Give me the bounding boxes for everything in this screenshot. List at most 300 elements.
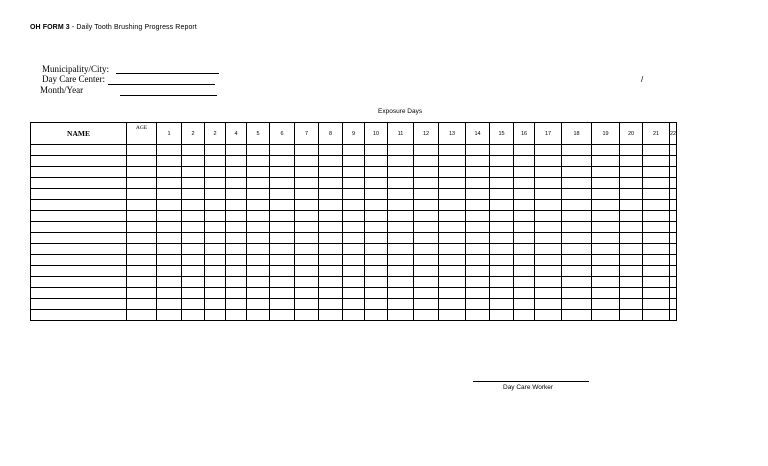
day-cell[interactable] <box>490 189 514 200</box>
age-cell[interactable] <box>127 211 157 222</box>
day-cell[interactable] <box>157 233 182 244</box>
day-cell[interactable] <box>319 288 343 299</box>
age-cell[interactable] <box>127 310 157 321</box>
day-cell[interactable] <box>670 222 677 233</box>
day-cell[interactable] <box>439 299 466 310</box>
age-cell[interactable] <box>127 288 157 299</box>
name-cell[interactable] <box>31 156 127 167</box>
day-cell[interactable] <box>343 156 365 167</box>
day-cell[interactable] <box>205 244 226 255</box>
day-cell[interactable] <box>319 178 343 189</box>
age-cell[interactable] <box>127 145 157 156</box>
day-cell[interactable] <box>343 211 365 222</box>
day-cell[interactable] <box>514 167 535 178</box>
day-cell[interactable] <box>270 310 295 321</box>
day-cell[interactable] <box>388 167 414 178</box>
day-cell[interactable] <box>226 266 247 277</box>
day-cell[interactable] <box>205 310 226 321</box>
day-cell[interactable] <box>643 299 670 310</box>
day-cell[interactable] <box>592 145 620 156</box>
day-cell[interactable] <box>388 189 414 200</box>
day-cell[interactable] <box>182 255 205 266</box>
name-cell[interactable] <box>31 189 127 200</box>
name-cell[interactable] <box>31 222 127 233</box>
age-cell[interactable] <box>127 200 157 211</box>
day-cell[interactable] <box>157 277 182 288</box>
signature-line[interactable] <box>473 381 589 382</box>
day-cell[interactable] <box>270 233 295 244</box>
day-cell[interactable] <box>466 189 490 200</box>
day-cell[interactable] <box>414 310 439 321</box>
day-cell[interactable] <box>365 156 388 167</box>
day-cell[interactable] <box>490 145 514 156</box>
day-cell[interactable] <box>490 310 514 321</box>
day-cell[interactable] <box>592 156 620 167</box>
day-cell[interactable] <box>388 222 414 233</box>
day-cell[interactable] <box>157 266 182 277</box>
day-cell[interactable] <box>365 299 388 310</box>
day-cell[interactable] <box>466 211 490 222</box>
daycare-field[interactable] <box>108 84 215 85</box>
age-cell[interactable] <box>127 178 157 189</box>
day-cell[interactable] <box>247 222 270 233</box>
day-cell[interactable] <box>439 244 466 255</box>
day-cell[interactable] <box>466 266 490 277</box>
day-cell[interactable] <box>490 222 514 233</box>
day-cell[interactable] <box>439 288 466 299</box>
day-cell[interactable] <box>319 310 343 321</box>
day-cell[interactable] <box>562 288 592 299</box>
day-cell[interactable] <box>643 145 670 156</box>
day-cell[interactable] <box>295 277 319 288</box>
day-cell[interactable] <box>535 233 562 244</box>
day-cell[interactable] <box>620 310 643 321</box>
name-cell[interactable] <box>31 277 127 288</box>
day-cell[interactable] <box>670 244 677 255</box>
day-cell[interactable] <box>226 310 247 321</box>
day-cell[interactable] <box>439 222 466 233</box>
day-cell[interactable] <box>620 244 643 255</box>
day-cell[interactable] <box>343 167 365 178</box>
day-cell[interactable] <box>247 255 270 266</box>
day-cell[interactable] <box>205 156 226 167</box>
day-cell[interactable] <box>592 255 620 266</box>
day-cell[interactable] <box>388 200 414 211</box>
day-cell[interactable] <box>535 244 562 255</box>
day-cell[interactable] <box>295 233 319 244</box>
day-cell[interactable] <box>466 288 490 299</box>
day-cell[interactable] <box>157 244 182 255</box>
day-cell[interactable] <box>270 244 295 255</box>
day-cell[interactable] <box>643 200 670 211</box>
age-cell[interactable] <box>127 277 157 288</box>
day-cell[interactable] <box>439 255 466 266</box>
day-cell[interactable] <box>514 266 535 277</box>
day-cell[interactable] <box>414 211 439 222</box>
day-cell[interactable] <box>620 266 643 277</box>
name-cell[interactable] <box>31 233 127 244</box>
day-cell[interactable] <box>365 178 388 189</box>
day-cell[interactable] <box>157 167 182 178</box>
day-cell[interactable] <box>182 211 205 222</box>
day-cell[interactable] <box>388 233 414 244</box>
day-cell[interactable] <box>439 233 466 244</box>
day-cell[interactable] <box>535 189 562 200</box>
day-cell[interactable] <box>182 178 205 189</box>
day-cell[interactable] <box>157 189 182 200</box>
day-cell[interactable] <box>670 233 677 244</box>
day-cell[interactable] <box>226 156 247 167</box>
day-cell[interactable] <box>670 288 677 299</box>
day-cell[interactable] <box>414 266 439 277</box>
day-cell[interactable] <box>670 156 677 167</box>
day-cell[interactable] <box>205 211 226 222</box>
day-cell[interactable] <box>592 211 620 222</box>
day-cell[interactable] <box>270 266 295 277</box>
day-cell[interactable] <box>247 299 270 310</box>
day-cell[interactable] <box>620 233 643 244</box>
day-cell[interactable] <box>643 178 670 189</box>
day-cell[interactable] <box>535 266 562 277</box>
day-cell[interactable] <box>343 310 365 321</box>
day-cell[interactable] <box>620 255 643 266</box>
day-cell[interactable] <box>388 266 414 277</box>
day-cell[interactable] <box>414 244 439 255</box>
day-cell[interactable] <box>490 299 514 310</box>
day-cell[interactable] <box>466 156 490 167</box>
day-cell[interactable] <box>295 222 319 233</box>
day-cell[interactable] <box>247 244 270 255</box>
day-cell[interactable] <box>490 266 514 277</box>
day-cell[interactable] <box>535 277 562 288</box>
day-cell[interactable] <box>182 277 205 288</box>
day-cell[interactable] <box>562 255 592 266</box>
day-cell[interactable] <box>439 200 466 211</box>
day-cell[interactable] <box>319 167 343 178</box>
day-cell[interactable] <box>535 156 562 167</box>
day-cell[interactable] <box>643 167 670 178</box>
day-cell[interactable] <box>535 211 562 222</box>
day-cell[interactable] <box>270 277 295 288</box>
day-cell[interactable] <box>562 222 592 233</box>
day-cell[interactable] <box>670 145 677 156</box>
day-cell[interactable] <box>205 266 226 277</box>
day-cell[interactable] <box>514 244 535 255</box>
day-cell[interactable] <box>226 288 247 299</box>
day-cell[interactable] <box>535 178 562 189</box>
day-cell[interactable] <box>620 222 643 233</box>
day-cell[interactable] <box>514 255 535 266</box>
day-cell[interactable] <box>247 310 270 321</box>
day-cell[interactable] <box>620 211 643 222</box>
day-cell[interactable] <box>343 244 365 255</box>
day-cell[interactable] <box>414 288 439 299</box>
day-cell[interactable] <box>270 288 295 299</box>
day-cell[interactable] <box>295 189 319 200</box>
day-cell[interactable] <box>490 255 514 266</box>
day-cell[interactable] <box>414 255 439 266</box>
day-cell[interactable] <box>535 288 562 299</box>
day-cell[interactable] <box>365 189 388 200</box>
day-cell[interactable] <box>620 288 643 299</box>
name-cell[interactable] <box>31 211 127 222</box>
day-cell[interactable] <box>670 310 677 321</box>
day-cell[interactable] <box>157 255 182 266</box>
day-cell[interactable] <box>182 299 205 310</box>
day-cell[interactable] <box>643 255 670 266</box>
day-cell[interactable] <box>388 299 414 310</box>
day-cell[interactable] <box>466 255 490 266</box>
day-cell[interactable] <box>490 167 514 178</box>
day-cell[interactable] <box>592 266 620 277</box>
age-cell[interactable] <box>127 189 157 200</box>
age-cell[interactable] <box>127 156 157 167</box>
day-cell[interactable] <box>365 255 388 266</box>
day-cell[interactable] <box>592 299 620 310</box>
day-cell[interactable] <box>620 277 643 288</box>
day-cell[interactable] <box>414 167 439 178</box>
day-cell[interactable] <box>247 233 270 244</box>
day-cell[interactable] <box>365 200 388 211</box>
day-cell[interactable] <box>295 211 319 222</box>
day-cell[interactable] <box>295 167 319 178</box>
day-cell[interactable] <box>514 277 535 288</box>
day-cell[interactable] <box>343 255 365 266</box>
day-cell[interactable] <box>157 310 182 321</box>
day-cell[interactable] <box>592 288 620 299</box>
day-cell[interactable] <box>205 189 226 200</box>
day-cell[interactable] <box>270 145 295 156</box>
day-cell[interactable] <box>414 222 439 233</box>
day-cell[interactable] <box>319 189 343 200</box>
day-cell[interactable] <box>490 233 514 244</box>
day-cell[interactable] <box>643 156 670 167</box>
name-cell[interactable] <box>31 288 127 299</box>
day-cell[interactable] <box>643 277 670 288</box>
day-cell[interactable] <box>388 288 414 299</box>
day-cell[interactable] <box>620 200 643 211</box>
day-cell[interactable] <box>295 266 319 277</box>
day-cell[interactable] <box>157 200 182 211</box>
day-cell[interactable] <box>319 233 343 244</box>
day-cell[interactable] <box>319 299 343 310</box>
day-cell[interactable] <box>343 145 365 156</box>
day-cell[interactable] <box>182 156 205 167</box>
day-cell[interactable] <box>535 310 562 321</box>
day-cell[interactable] <box>643 233 670 244</box>
age-cell[interactable] <box>127 299 157 310</box>
day-cell[interactable] <box>247 277 270 288</box>
day-cell[interactable] <box>247 156 270 167</box>
day-cell[interactable] <box>592 189 620 200</box>
day-cell[interactable] <box>670 200 677 211</box>
day-cell[interactable] <box>670 266 677 277</box>
day-cell[interactable] <box>247 211 270 222</box>
day-cell[interactable] <box>365 167 388 178</box>
day-cell[interactable] <box>157 156 182 167</box>
day-cell[interactable] <box>247 145 270 156</box>
day-cell[interactable] <box>490 156 514 167</box>
day-cell[interactable] <box>466 178 490 189</box>
day-cell[interactable] <box>439 189 466 200</box>
day-cell[interactable] <box>365 233 388 244</box>
day-cell[interactable] <box>592 167 620 178</box>
day-cell[interactable] <box>439 145 466 156</box>
day-cell[interactable] <box>643 266 670 277</box>
day-cell[interactable] <box>182 200 205 211</box>
day-cell[interactable] <box>388 178 414 189</box>
day-cell[interactable] <box>226 255 247 266</box>
day-cell[interactable] <box>592 222 620 233</box>
day-cell[interactable] <box>388 310 414 321</box>
day-cell[interactable] <box>319 211 343 222</box>
day-cell[interactable] <box>270 156 295 167</box>
day-cell[interactable] <box>439 156 466 167</box>
day-cell[interactable] <box>514 189 535 200</box>
day-cell[interactable] <box>205 222 226 233</box>
day-cell[interactable] <box>592 178 620 189</box>
day-cell[interactable] <box>295 145 319 156</box>
day-cell[interactable] <box>365 277 388 288</box>
name-cell[interactable] <box>31 244 127 255</box>
age-cell[interactable] <box>127 167 157 178</box>
municipality-field[interactable] <box>116 73 219 74</box>
day-cell[interactable] <box>466 200 490 211</box>
day-cell[interactable] <box>414 156 439 167</box>
day-cell[interactable] <box>295 200 319 211</box>
name-cell[interactable] <box>31 178 127 189</box>
day-cell[interactable] <box>514 145 535 156</box>
day-cell[interactable] <box>535 255 562 266</box>
day-cell[interactable] <box>620 189 643 200</box>
day-cell[interactable] <box>592 200 620 211</box>
day-cell[interactable] <box>562 277 592 288</box>
day-cell[interactable] <box>592 310 620 321</box>
day-cell[interactable] <box>414 178 439 189</box>
day-cell[interactable] <box>670 277 677 288</box>
day-cell[interactable] <box>205 255 226 266</box>
day-cell[interactable] <box>205 299 226 310</box>
day-cell[interactable] <box>343 189 365 200</box>
day-cell[interactable] <box>439 167 466 178</box>
day-cell[interactable] <box>388 211 414 222</box>
day-cell[interactable] <box>466 233 490 244</box>
day-cell[interactable] <box>514 310 535 321</box>
day-cell[interactable] <box>466 277 490 288</box>
name-cell[interactable] <box>31 299 127 310</box>
day-cell[interactable] <box>157 288 182 299</box>
day-cell[interactable] <box>643 189 670 200</box>
name-cell[interactable] <box>31 310 127 321</box>
day-cell[interactable] <box>388 156 414 167</box>
day-cell[interactable] <box>414 200 439 211</box>
day-cell[interactable] <box>226 200 247 211</box>
day-cell[interactable] <box>592 244 620 255</box>
day-cell[interactable] <box>643 244 670 255</box>
day-cell[interactable] <box>247 266 270 277</box>
day-cell[interactable] <box>670 167 677 178</box>
day-cell[interactable] <box>343 200 365 211</box>
day-cell[interactable] <box>514 299 535 310</box>
day-cell[interactable] <box>514 178 535 189</box>
name-cell[interactable] <box>31 266 127 277</box>
day-cell[interactable] <box>535 167 562 178</box>
day-cell[interactable] <box>414 145 439 156</box>
day-cell[interactable] <box>270 200 295 211</box>
day-cell[interactable] <box>535 145 562 156</box>
day-cell[interactable] <box>319 255 343 266</box>
day-cell[interactable] <box>343 222 365 233</box>
day-cell[interactable] <box>226 277 247 288</box>
day-cell[interactable] <box>562 266 592 277</box>
day-cell[interactable] <box>514 222 535 233</box>
day-cell[interactable] <box>365 288 388 299</box>
day-cell[interactable] <box>319 156 343 167</box>
day-cell[interactable] <box>466 222 490 233</box>
day-cell[interactable] <box>182 244 205 255</box>
day-cell[interactable] <box>182 288 205 299</box>
day-cell[interactable] <box>226 211 247 222</box>
day-cell[interactable] <box>490 277 514 288</box>
day-cell[interactable] <box>343 277 365 288</box>
day-cell[interactable] <box>182 266 205 277</box>
name-cell[interactable] <box>31 200 127 211</box>
day-cell[interactable] <box>643 211 670 222</box>
day-cell[interactable] <box>365 211 388 222</box>
day-cell[interactable] <box>205 167 226 178</box>
day-cell[interactable] <box>182 189 205 200</box>
day-cell[interactable] <box>388 277 414 288</box>
day-cell[interactable] <box>514 211 535 222</box>
day-cell[interactable] <box>343 288 365 299</box>
day-cell[interactable] <box>157 211 182 222</box>
day-cell[interactable] <box>562 189 592 200</box>
day-cell[interactable] <box>247 178 270 189</box>
day-cell[interactable] <box>514 200 535 211</box>
day-cell[interactable] <box>319 222 343 233</box>
day-cell[interactable] <box>562 310 592 321</box>
day-cell[interactable] <box>466 145 490 156</box>
day-cell[interactable] <box>490 178 514 189</box>
day-cell[interactable] <box>205 145 226 156</box>
day-cell[interactable] <box>535 299 562 310</box>
day-cell[interactable] <box>319 145 343 156</box>
day-cell[interactable] <box>365 266 388 277</box>
day-cell[interactable] <box>388 255 414 266</box>
age-cell[interactable] <box>127 266 157 277</box>
day-cell[interactable] <box>514 156 535 167</box>
day-cell[interactable] <box>620 178 643 189</box>
day-cell[interactable] <box>562 178 592 189</box>
day-cell[interactable] <box>365 222 388 233</box>
day-cell[interactable] <box>414 277 439 288</box>
day-cell[interactable] <box>562 211 592 222</box>
day-cell[interactable] <box>182 310 205 321</box>
day-cell[interactable] <box>319 200 343 211</box>
day-cell[interactable] <box>439 310 466 321</box>
day-cell[interactable] <box>670 189 677 200</box>
day-cell[interactable] <box>388 244 414 255</box>
day-cell[interactable] <box>414 233 439 244</box>
day-cell[interactable] <box>490 288 514 299</box>
day-cell[interactable] <box>205 200 226 211</box>
day-cell[interactable] <box>670 255 677 266</box>
day-cell[interactable] <box>319 277 343 288</box>
age-cell[interactable] <box>127 233 157 244</box>
day-cell[interactable] <box>535 200 562 211</box>
day-cell[interactable] <box>343 178 365 189</box>
day-cell[interactable] <box>226 189 247 200</box>
